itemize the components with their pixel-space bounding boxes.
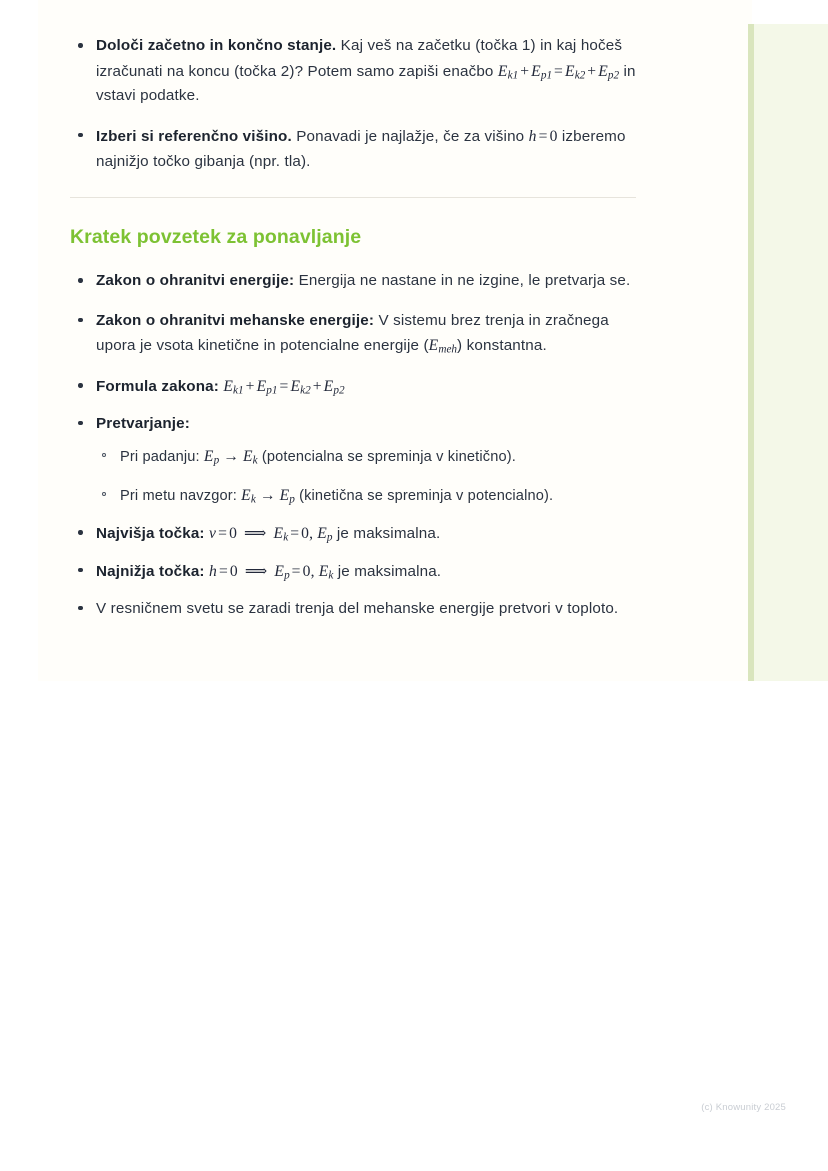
sub-item-text: Pri padanju: (120, 449, 204, 466)
list-item (70, 412, 640, 510)
list-item-lead: Najnižja točka: (96, 562, 205, 580)
list-item (70, 269, 640, 294)
inline-math-lowest-point: h = 0 ⟹ $E_p = 0$, $E_k$ (209, 562, 334, 582)
list-item (70, 521, 640, 547)
sub-item-text: Pri metu navzgor: (120, 487, 242, 504)
summary-list (70, 269, 640, 621)
list-item-text: Energija ne nastane in ne izgine, le pretvarja se. (294, 272, 631, 290)
inline-math-e-meh: $E_{meh}$ (428, 337, 458, 356)
section-divider (70, 197, 636, 198)
inline-math-ek-to-ep: $E_k \to E_p$ (241, 486, 295, 506)
list-item (70, 309, 640, 359)
list-item (70, 124, 640, 174)
list-item-text: V sistemu brez trenja in zračnega upora je vsota kinetične in potencialne energije ( (96, 311, 609, 355)
sub-list-item (96, 484, 640, 509)
list-item-text: Ponavadi je najlažje, če za višino (291, 127, 529, 145)
inline-math-formula-law: $E_{k1} + E_{p1} = E_{k2} + E_{p2}$ (223, 378, 345, 397)
right-accent-panel (748, 24, 828, 681)
list-item-text: V resničnem svetu se zaradi trenja del mehanske energije pretvori v toploto. (96, 599, 619, 617)
section-heading-summary: Kratek povzetek za ponavljanje (70, 226, 362, 249)
right-accent-stripe (748, 24, 754, 681)
footer-copyright: (c) Knowunity 2025 (701, 1102, 786, 1113)
list-item-lead: Najvišja točka: (96, 525, 205, 543)
list-item-lead: Zakon o ohranitvi energije: (96, 272, 295, 290)
list-item (70, 597, 640, 622)
list-item-text-tail: je maksimalna. (333, 562, 442, 580)
list-item-lead: Določi začetno in končno stanje. (96, 37, 337, 54)
list-item-text: Kaj veš na začetku (točka 1) in kaj hočeš izračunati na koncu (točka 2)? Potem samo zapiši enačbo (96, 37, 623, 80)
inline-math-height-zero: h = 0 (528, 127, 558, 145)
inline-math-energy-conservation: $E_{k1} + E_{p1} = E_{k2} + E_{p2}$ (497, 62, 620, 82)
steps-list (70, 34, 640, 174)
list-item-text-tail: izberemo najnižjo točko gibanja (npr. tla). (96, 127, 626, 170)
list-item-text-tail: ) konstantna. (457, 337, 547, 355)
list-item-text-tail: je maksimalna. (332, 525, 441, 543)
list-item-lead: Izberi si referenčno višino. (96, 127, 292, 145)
conversion-sub-list (96, 445, 640, 509)
list-item (70, 559, 640, 585)
sub-item-text-tail: (potencialna se spreminja v kinetično). (257, 449, 516, 466)
inline-math-highest-point: v = 0 ⟹ $E_k = 0$, $E_p$ (209, 525, 333, 544)
sub-item-text-tail: (kinetična se spreminja v potencialno). (294, 487, 554, 504)
list-item (70, 374, 640, 400)
list-item-text-tail: in vstavi podatke. (96, 62, 636, 105)
list-item (70, 34, 640, 109)
list-item-lead: Pretvarjanje: (96, 414, 190, 432)
list-item-lead: Formula zakona: (96, 378, 219, 396)
note-body (70, 34, 640, 636)
list-item-lead: Zakon o ohranitvi mehanske energije: (96, 311, 375, 329)
inline-math-ep-to-ek: $E_p \to E_k$ (203, 448, 258, 467)
sub-list-item (96, 445, 640, 470)
